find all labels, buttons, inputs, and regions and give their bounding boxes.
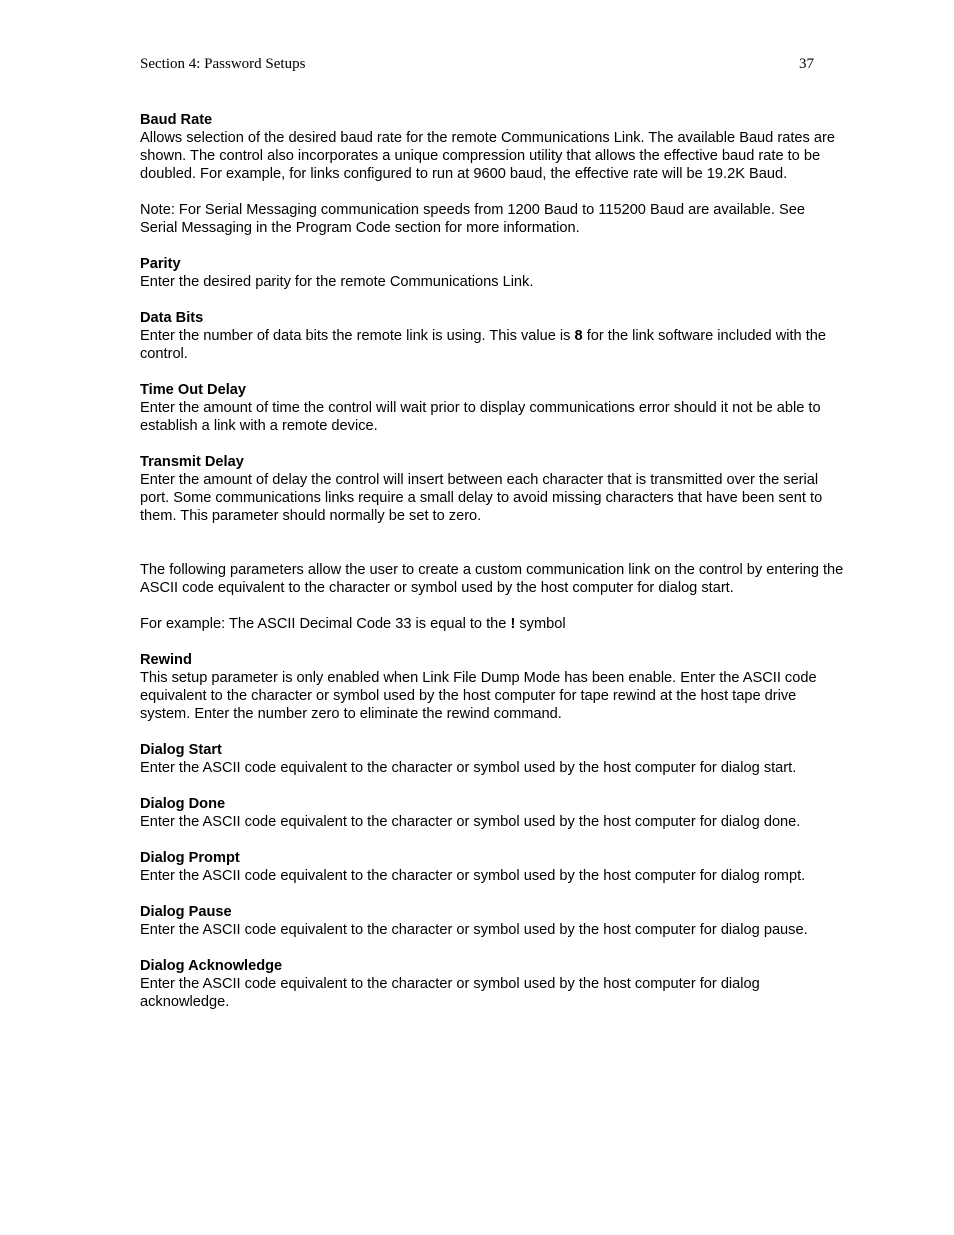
data-bits-value: 8 [574, 328, 583, 344]
transmit-delay-section [140, 453, 844, 525]
ascii-example-before: For example: The ASCII Decimal Code 33 is equal to the [140, 616, 511, 632]
data-bits-text-after: for the link software included with the control. [140, 328, 827, 362]
time-out-delay-heading: Time Out Delay [140, 382, 246, 398]
dialog-pause-section [140, 903, 844, 939]
custom-link-intro [140, 561, 844, 597]
data-bits-text-before: Enter the number of data bits the remote link is using. This value is [140, 328, 575, 344]
baud-rate-heading: Baud Rate [140, 112, 213, 128]
time-out-delay-section [140, 381, 844, 435]
dialog-done-description: Enter the ASCII code equivalent to the character or symbol used by the host computer for dialog done. [140, 814, 801, 830]
page-number: 37 [799, 56, 814, 72]
ascii-example [140, 615, 844, 633]
transmit-delay-description: Enter the amount of delay the control will insert between each character that is transmitted over the serial port. Some communications links require a small delay to avoid missing characters that have been sent to them. This parameter should normally be set to zero. [140, 472, 823, 524]
dialog-done-section [140, 795, 844, 831]
dialog-done-heading: Dialog Done [140, 796, 226, 812]
parity-description: Enter the desired parity for the remote Communications Link. [140, 274, 534, 290]
dialog-acknowledge-description: Enter the ASCII code equivalent to the character or symbol used by the host computer for dialog acknowledge. [140, 976, 760, 1010]
transmit-delay-heading: Transmit Delay [140, 454, 244, 470]
dialog-pause-heading: Dialog Pause [140, 904, 232, 920]
ascii-example-symbol: ! [510, 616, 516, 632]
ascii-example-after: symbol [515, 616, 566, 632]
data-bits-section [140, 309, 844, 363]
dialog-start-section [140, 741, 844, 777]
dialog-start-description: Enter the ASCII code equivalent to the character or symbol used by the host computer for dialog start. [140, 760, 797, 776]
dialog-prompt-heading: Dialog Prompt [140, 850, 240, 866]
dialog-acknowledge-section [140, 957, 844, 1011]
dialog-pause-description: Enter the ASCII code equivalent to the character or symbol used by the host computer for dialog pause. [140, 922, 808, 938]
page-content [140, 111, 844, 1029]
dialog-prompt-description: Enter the ASCII code equivalent to the character or symbol used by the host computer for dialog rompt. [140, 868, 806, 884]
rewind-description: This setup parameter is only enabled when Link File Dump Mode has been enable. Enter the ASCII code equivalent to the character or symbol used by the host computer for tape rewind at the host tape drive system. Enter the number zero to eliminate the rewind command. [140, 670, 817, 722]
dialog-start-heading: Dialog Start [140, 742, 222, 758]
time-out-delay-description: Enter the amount of time the control will wait prior to display communications error should it not be able to establish a link with a remote device. [140, 400, 821, 434]
data-bits-heading: Data Bits [140, 310, 204, 326]
serial-messaging-note-text: Note: For Serial Messaging communication speeds from 1200 Baud to 115200 Baud are available. See Serial Messaging in the Program Code section for more information. [140, 202, 805, 236]
data-bits-description [140, 327, 844, 363]
ascii-example-text [140, 615, 844, 633]
parity-heading: Parity [140, 256, 181, 272]
dialog-prompt-section [140, 849, 844, 885]
custom-link-intro-text: The following parameters allow the user to create a custom communication link on the control by entering the ASCII code equivalent to the character or symbol used by the host computer for dialog start. [140, 562, 844, 596]
page-header [140, 56, 814, 76]
rewind-section [140, 651, 844, 723]
section-spacer [140, 543, 844, 561]
serial-messaging-note [140, 201, 844, 237]
section-title: Section 4: Password Setups [140, 56, 306, 72]
baud-rate-description: Allows selection of the desired baud rate for the remote Communications Link. The available Baud rates are shown. The control also incorporates a unique compression utility that allows the effective baud rate to be doubled. For example, for links configured to run at 9600 baud, the effective rate will be 19.2K Baud. [140, 130, 835, 182]
dialog-acknowledge-heading: Dialog Acknowledge [140, 958, 283, 974]
rewind-heading: Rewind [140, 652, 192, 668]
baud-rate-section [140, 111, 844, 183]
parity-section [140, 255, 844, 291]
